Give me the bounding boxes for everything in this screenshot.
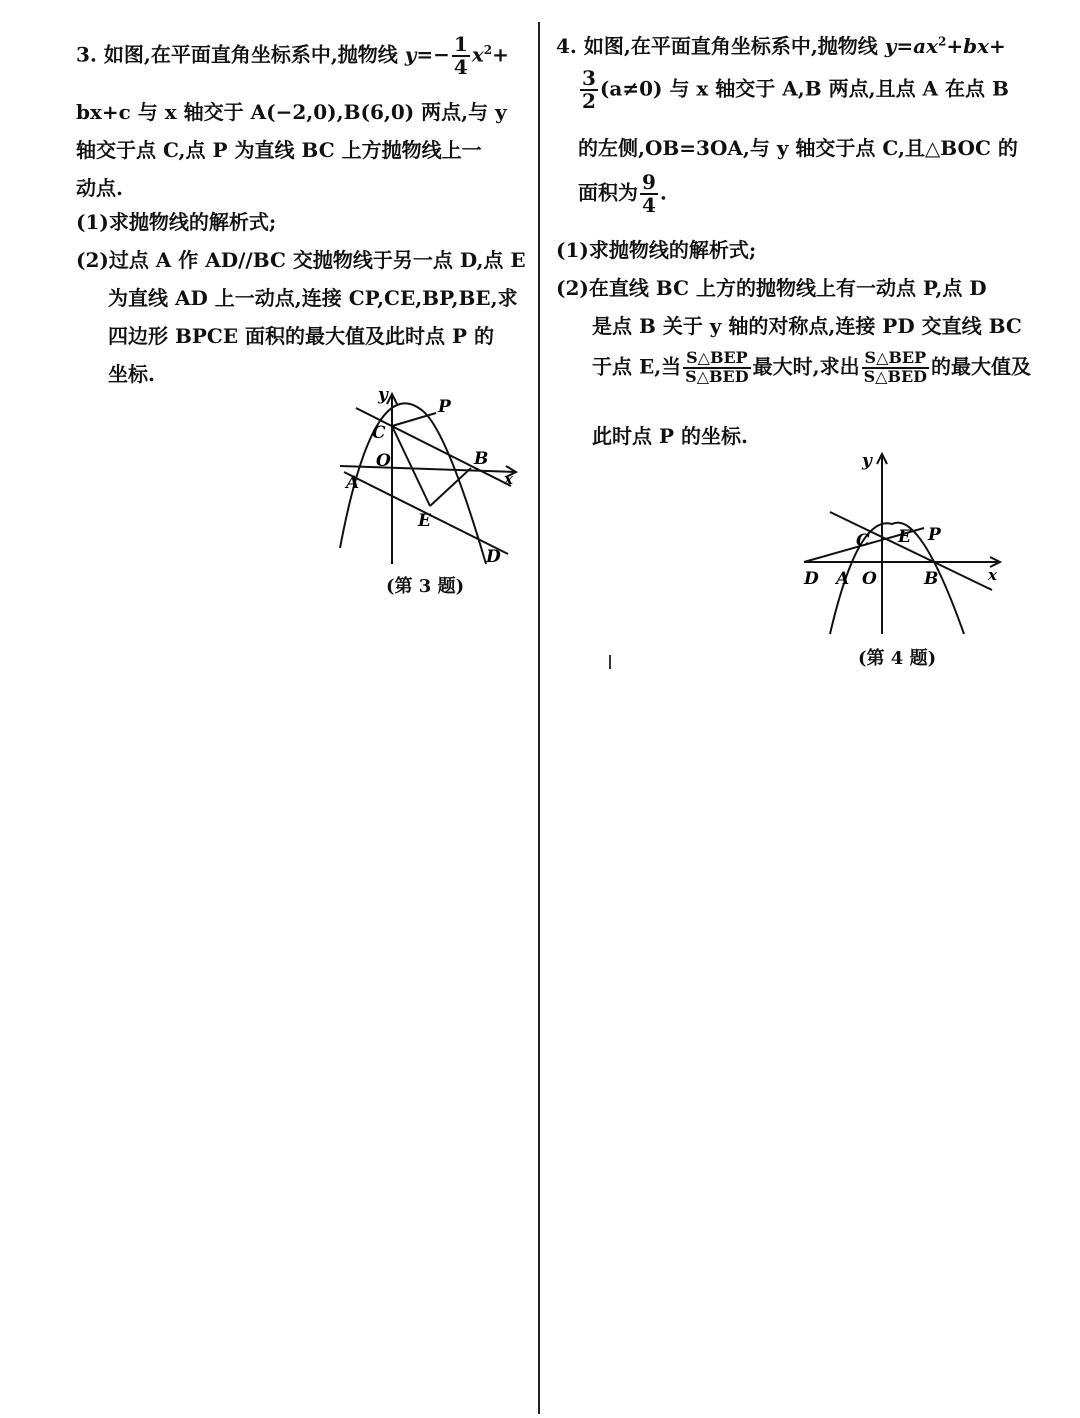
q4-ratio-1-den: S△BED (685, 366, 749, 386)
q3-line-bc (356, 408, 511, 486)
q4-ratio-2-num: S△BEP (862, 350, 929, 369)
q3-part-2-line-2: 为直线 AD 上一动点,连接 CP,CE,BP,BE,求 (108, 286, 518, 310)
q4-label-b: B (924, 569, 939, 589)
q3-line-3: 轴交于点 C,点 P 为直线 BC 上方抛物线上一 (76, 138, 482, 162)
q4-label-a: A (836, 569, 850, 589)
q4-line-2-text: (a≠0) 与 x 轴交于 A,B 两点,且点 A 在点 B (599, 76, 1009, 101)
q4-exponent: 2 (938, 34, 947, 49)
q3-segment-eb (430, 468, 471, 506)
q4-label-d: D (804, 569, 819, 589)
q4-equation-tail: +bx+ (946, 34, 1006, 58)
q4-line-bc (830, 512, 992, 590)
q3-caption: (第 3 题) (386, 576, 465, 597)
q4-line-2 (578, 68, 1009, 112)
q4-part-2-line-3 (592, 350, 1031, 386)
q4-text-maxvalue: 的最大值及 (931, 354, 1032, 379)
q4-frac-den: 2 (582, 89, 596, 113)
q4-part-2-line-1: (2)在直线 BC 上方的抛物线上有一动点 P,点 D (556, 276, 987, 300)
q3-label-e: E (418, 511, 431, 531)
q4-text-when: 于点 E,当 (592, 354, 682, 379)
q4-text-max: 最大时,求出 (752, 354, 860, 379)
q4-label-o: O (862, 569, 877, 589)
q4-ratio-1 (683, 350, 750, 386)
q4-label-e: E (898, 527, 911, 547)
q3-figure (336, 386, 522, 566)
q4-number: 4. (556, 34, 577, 58)
q4-part-1: (1)求抛物线的解析式; (556, 238, 757, 262)
q3-number: 3. (76, 42, 97, 67)
q3-line-2: bx+c 与 x 轴交于 A(−2,0),B(6,0) 两点,与 y (76, 100, 507, 124)
q3-frac-num: 1 (453, 32, 468, 56)
q4-area-den: 4 (642, 193, 656, 217)
stray-mark (609, 655, 611, 669)
q3-segment-ce (392, 426, 430, 506)
q3-label-d: D (486, 547, 501, 566)
q3-var-y: y (404, 42, 417, 67)
q4-figure (800, 448, 1004, 636)
q4-text: 如图,在平面直角坐标系中,抛物线 (583, 34, 878, 58)
q4-part-2-line-2: 是点 B 关于 y 轴的对称点,连接 PD 交直线 BC (592, 314, 1022, 338)
q4-area-num: 9 (642, 170, 656, 194)
q4-label-p: P (928, 525, 941, 545)
q3-part-2-line-4: 坐标. (108, 362, 155, 386)
q3-part-2-line-1: (2)过点 A 作 AD//BC 交抛物线于另一点 D,点 E (76, 248, 526, 272)
q4-ratio-2-den: S△BED (863, 366, 928, 386)
q4-area-fraction (640, 172, 658, 216)
q3-label-b: B (474, 449, 489, 469)
q3-exponent: 2 (483, 42, 493, 57)
q3-text: 如图,在平面直角坐标系中,抛物线 (103, 42, 398, 67)
q3-label-o: O (376, 451, 391, 471)
q4-part-2-line-4: 此时点 P 的坐标. (592, 424, 748, 448)
q3-equals: =− (416, 42, 450, 67)
q3-label-y: y (378, 386, 388, 405)
q4-parabola (830, 523, 964, 634)
q3-part-1: (1)求抛物线的解析式; (76, 210, 277, 234)
q4-ratio-2 (862, 350, 929, 386)
q3-parabola (340, 403, 489, 564)
q3-x-axis (340, 466, 516, 472)
q4-area-label: 面积为 (578, 180, 638, 205)
q3-fraction (452, 34, 470, 78)
q3-var-x: x (471, 42, 484, 67)
q3-line-1 (76, 34, 509, 78)
q4-frac-num: 3 (582, 66, 596, 90)
q3-frac-den: 4 (453, 55, 468, 79)
q4-label-x: x (988, 566, 997, 584)
q3-label-p: P (438, 397, 451, 417)
q4-equation: y=ax (884, 34, 939, 58)
q4-line-4 (578, 172, 667, 216)
q4-fraction (580, 68, 598, 112)
q4-line-1 (556, 30, 1006, 59)
q3-label-x: x (504, 470, 513, 488)
q4-area-period: . (659, 180, 667, 205)
column-divider (538, 22, 540, 1414)
q4-line-3: 的左侧,OB=3OA,与 y 轴交于点 C,且△BOC 的 (578, 136, 1018, 160)
q3-plus: + (492, 42, 509, 67)
q3-label-a: A (346, 473, 360, 493)
q4-ratio-1-num: S△BEP (683, 350, 750, 369)
q3-line-4: 动点. (76, 176, 123, 200)
q4-label-c: C (856, 531, 870, 551)
q4-caption: (第 4 题) (858, 648, 937, 669)
q3-label-c: C (372, 423, 386, 443)
q4-label-y: y (862, 451, 872, 471)
q3-part-2-line-3: 四边形 BPCE 面积的最大值及此时点 P 的 (108, 324, 494, 348)
